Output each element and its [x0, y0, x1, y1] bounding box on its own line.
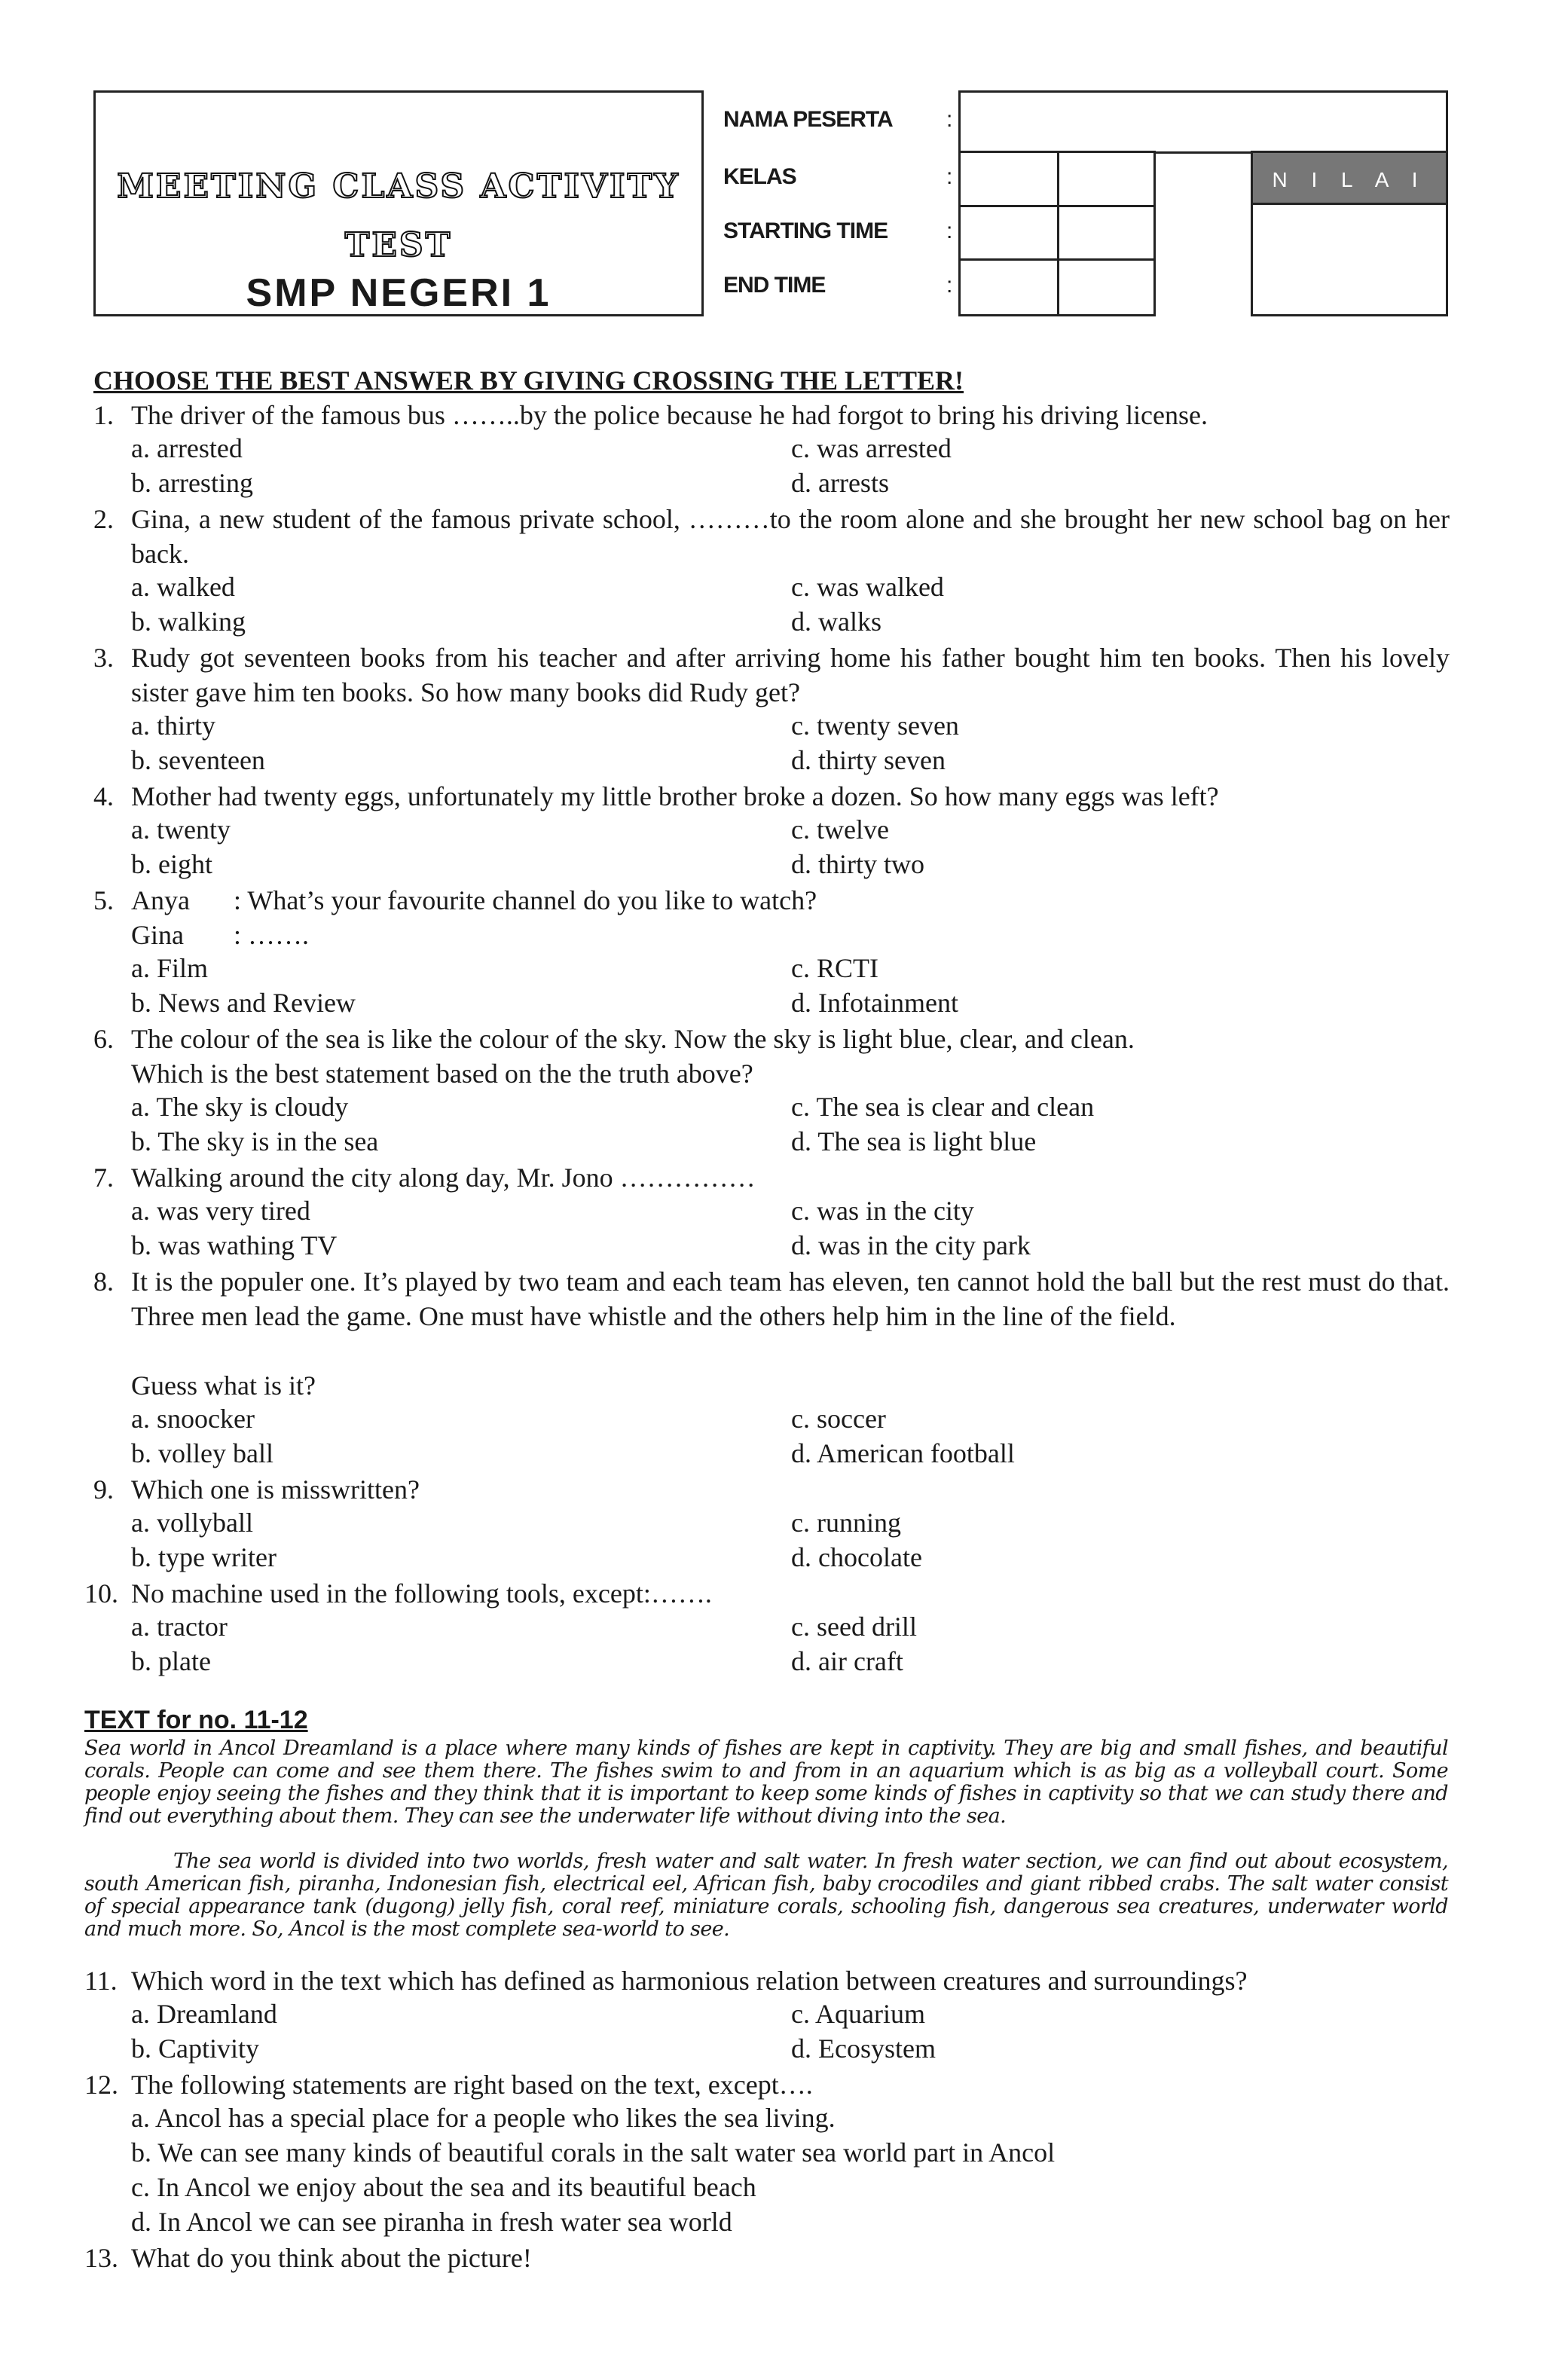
kelas-field-1[interactable] — [958, 151, 1059, 208]
option-a[interactable]: a. was very tired — [131, 1196, 310, 1226]
question-stem: Which one is misswritten? — [131, 1474, 420, 1505]
colon: : — [946, 273, 953, 298]
option-b[interactable]: b. seventeen — [131, 745, 265, 775]
question-stem: Walking around the city along day, Mr. Jono …………… — [131, 1163, 756, 1193]
speaker-gina: Gina — [131, 920, 184, 950]
option-c[interactable]: c. running — [791, 1508, 901, 1538]
nama-peserta-field[interactable] — [958, 90, 1448, 154]
option-d[interactable]: d. In Ancol we can see piranha in fresh water sea world — [131, 2207, 732, 2237]
question-stem: Which word in the text which has defined as harmonious relation between creatures and surroundings? — [131, 1966, 1248, 1996]
option-a[interactable]: a. twenty — [131, 814, 231, 845]
question-stem-2: Guess what is it? — [131, 1370, 316, 1401]
option-b[interactable]: b. was wathing TV — [131, 1230, 338, 1260]
option-c[interactable]: c. In Ancol we enjoy about the sea and its beautiful beach — [131, 2172, 756, 2202]
speaker-anya: Anya — [131, 885, 190, 915]
option-c[interactable]: c. RCTI — [791, 953, 878, 983]
end-time-field-2[interactable] — [1057, 258, 1156, 316]
label-kelas: KELAS — [723, 164, 796, 189]
option-d[interactable]: d. thirty seven — [791, 745, 946, 775]
option-a[interactable]: a. arrested — [131, 433, 243, 463]
option-b[interactable]: b. Captivity — [131, 2033, 259, 2064]
option-c[interactable]: c. soccer — [791, 1404, 886, 1434]
question-number: 1. — [93, 400, 114, 430]
starting-time-field-2[interactable] — [1057, 205, 1156, 261]
colon: : — [946, 164, 953, 189]
option-b[interactable]: b. The sky is in the sea — [131, 1126, 379, 1156]
label-starting-time: STARTING TIME — [723, 218, 888, 243]
question-stem: No machine used in the following tools, except:……. — [131, 1578, 712, 1609]
option-c[interactable]: c. The sea is clear and clean — [791, 1092, 1095, 1122]
instruction: CHOOSE THE BEST ANSWER BY GIVING CROSSING THE LETTER! — [93, 365, 964, 396]
colon: : — [946, 107, 953, 132]
option-c[interactable]: c. was in the city — [791, 1196, 974, 1226]
option-b[interactable]: b. eight — [131, 849, 212, 879]
exam-title-line-2: TEST — [344, 226, 453, 264]
question-stem: What do you think about the picture! — [131, 2243, 532, 2273]
exam-title — [96, 157, 701, 275]
score-box[interactable] — [1251, 203, 1448, 316]
question-stem-2: Which is the best statement based on the the truth above? — [131, 1059, 753, 1089]
option-a[interactable]: a. snoocker — [131, 1404, 255, 1434]
option-d[interactable]: d. walks — [791, 606, 881, 637]
option-c[interactable]: c. was walked — [791, 572, 944, 602]
option-c[interactable]: c. was arrested — [791, 433, 952, 463]
option-b[interactable]: b. We can see many kinds of beautiful corals in the salt water sea world part in Ancol — [131, 2137, 1056, 2168]
label-nama-peserta: NAMA PESERTA — [723, 107, 893, 132]
option-a[interactable]: a. walked — [131, 572, 235, 602]
option-b[interactable]: b. arresting — [131, 468, 253, 498]
score-label: N I L A I — [1251, 151, 1448, 205]
reading-paragraph-2: The sea world is divided into two worlds, fresh water and salt water. In fresh water section, we can find out about ecosystem, south American fish, piranha, Indonesian fish, electrical eel, African fish, baby crocodiles and giant ribbed crabs. The salt water consist of special appearance tank (dugong) jelly fish, coral reef, miniature corals, schooling fish, dangerous sea creatures, underwater world and much more. So, Ancol is the most complete sea-world to see. — [84, 1850, 1448, 1941]
option-b[interactable]: b. walking — [131, 606, 246, 637]
question-stem: The following statements are right based on the text, except…. — [131, 2070, 813, 2100]
question-number: 6. — [93, 1024, 114, 1054]
label-end-time: END TIME — [723, 273, 826, 298]
option-d[interactable]: d. Ecosystem — [791, 2033, 936, 2064]
option-a[interactable]: a. tractor — [131, 1612, 228, 1642]
question-number: 9. — [93, 1474, 114, 1505]
option-c[interactable]: c. seed drill — [791, 1612, 917, 1642]
colon: : — [946, 218, 953, 243]
question-number: 10. — [84, 1578, 118, 1609]
question-number: 13. — [84, 2243, 118, 2273]
option-a[interactable]: a. Film — [131, 953, 209, 983]
option-b[interactable]: b. News and Review — [131, 988, 356, 1018]
option-b[interactable]: b. type writer — [131, 1542, 277, 1572]
starting-time-field-1[interactable] — [958, 205, 1059, 261]
option-b[interactable]: b. plate — [131, 1646, 211, 1676]
option-a[interactable]: a. The sky is cloudy — [131, 1092, 349, 1122]
option-d[interactable]: d. American football — [791, 1438, 1015, 1468]
reading-heading: TEXT for no. 11-12 — [84, 1706, 308, 1734]
question-stem: Rudy got seventeen books from his teacher and after arriving home his father bought him ten books. Then his lovely sister gave him ten books. So how many books did Rudy get? — [131, 643, 1450, 707]
end-time-field-1[interactable] — [958, 258, 1059, 316]
option-a[interactable]: a. Ancol has a special place for a people who likes the sea living. — [131, 2103, 836, 2133]
dialog-line-2: : ……. — [234, 920, 310, 950]
option-d[interactable]: d. was in the city park — [791, 1230, 1031, 1260]
question-number: 3. — [93, 643, 114, 673]
exam-title-line-1: MEETING CLASS ACTIVITY — [117, 167, 680, 206]
option-d[interactable]: d. Infotainment — [791, 988, 958, 1018]
question-stem: Gina, a new student of the famous private school, ………to the room alone and she brought her new school bag on her back. — [131, 504, 1450, 569]
option-a[interactable]: a. Dreamland — [131, 1999, 277, 2029]
option-a[interactable]: a. thirty — [131, 710, 215, 741]
reading-paragraph-1: Sea world in Ancol Dreamland is a place where many kinds of fishes are kept in captivity. They are big and small fishes, and beautiful corals. People can come and see them there. The fishes swim to and from in an aquarium which is as big as a volleyball court. Some people enjoy seeing the fishes and they think that it is important to keep some kinds of fishes in captivity so that we can study there and find out everything about them. They can see the underwater life without diving into the sea. — [84, 1737, 1448, 1828]
option-d[interactable]: d. air craft — [791, 1646, 903, 1676]
question-number: 4. — [93, 781, 114, 811]
option-c[interactable]: c. twelve — [791, 814, 889, 845]
option-a[interactable]: a. vollyball — [131, 1508, 253, 1538]
kelas-field-2[interactable] — [1057, 151, 1156, 208]
dialog-line-1: : What’s your favourite channel do you like to watch? — [234, 885, 817, 915]
question-number: 12. — [84, 2070, 118, 2100]
question-number: 8. — [93, 1266, 114, 1297]
option-c[interactable]: c. Aquarium — [791, 1999, 925, 2029]
exam-title-box — [93, 90, 704, 316]
option-c[interactable]: c. twenty seven — [791, 710, 959, 741]
question-number: 11. — [84, 1966, 118, 1996]
question-number: 5. — [93, 885, 114, 915]
question-number: 2. — [93, 504, 114, 534]
option-b[interactable]: b. volley ball — [131, 1438, 273, 1468]
question-stem: Mother had twenty eggs, unfortunately my little brother broke a dozen. So how many eggs was left? — [131, 781, 1219, 811]
school-name: SMP NEGERI 1 — [246, 271, 552, 315]
question-stem: It is the populer one. It’s played by two team and each team has eleven, ten cannot hold the ball but the rest must do that. Three men lead the game. One must have whistle and the others help him in the line of the field. — [131, 1266, 1450, 1331]
question-stem: The driver of the famous bus ……..by the police because he had forgot to bring his driving license. — [131, 400, 1208, 430]
option-d[interactable]: d. thirty two — [791, 849, 924, 879]
question-stem: The colour of the sea is like the colour of the sky. Now the sky is light blue, clear, and clean. — [131, 1024, 1135, 1054]
option-d[interactable]: d. arrests — [791, 468, 889, 498]
question-number: 7. — [93, 1163, 114, 1193]
option-d[interactable]: d. chocolate — [791, 1542, 922, 1572]
option-d[interactable]: d. The sea is light blue — [791, 1126, 1037, 1156]
